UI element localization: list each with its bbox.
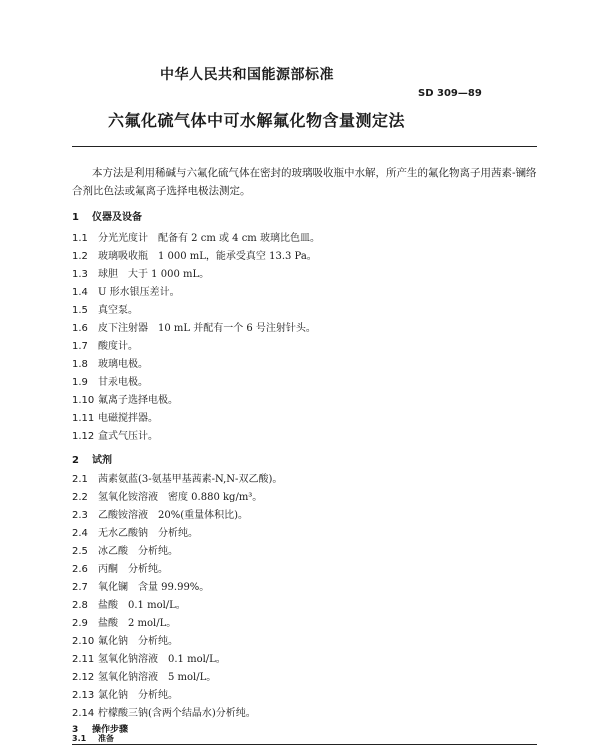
item-text: 氢氧化钠溶液 5 mol/L。 — [98, 672, 217, 683]
item-text: 乙酸铵溶液 20%(重量体积比)。 — [98, 510, 249, 521]
item-text: 氧化镧 含量 99.99%。 — [98, 582, 210, 593]
section-number: 2 — [72, 455, 79, 466]
list-item — [72, 704, 256, 719]
list-item — [72, 650, 226, 665]
item-text: 冰乙酸 分析纯。 — [98, 546, 178, 557]
item-text: 准备 — [98, 733, 114, 743]
list-item — [72, 542, 178, 557]
item-text: 甘汞电极。 — [98, 377, 148, 388]
list-item — [72, 470, 282, 485]
item-number: 1.2 — [72, 251, 88, 262]
item-text: 无水乙酸钠 分析纯。 — [98, 528, 198, 539]
item-number: 2.10 — [72, 636, 95, 647]
section-number: 3 — [72, 725, 79, 735]
item-text: 氢氧化钠溶液 0.1 mol/L。 — [98, 654, 226, 665]
list-item — [72, 391, 178, 406]
list-item — [72, 506, 248, 521]
item-text: 分光光度计 配备有 2 cm 或 4 cm 玻璃比色皿。 — [98, 233, 320, 244]
item-number: 2.1 — [72, 474, 88, 485]
item-text: 丙酮 分析纯。 — [98, 564, 168, 575]
list-item — [72, 488, 262, 503]
list-item — [72, 668, 216, 683]
item-text: 盒式气压计。 — [98, 431, 158, 442]
item-number: 2.7 — [72, 582, 88, 593]
item-number: 1.3 — [72, 269, 88, 280]
item-number: 1.12 — [72, 431, 95, 442]
item-number: 2.3 — [72, 510, 88, 521]
item-text: U 形水银压差计。 — [98, 287, 180, 298]
section-heading-2 — [72, 451, 112, 466]
intro-paragraph: 本方法是利用稀碱与六氟化硫气体在密封的玻璃吸收瓶中水解，所产生的氟化物离子用茜素-镧络合剂比色法或氟离子选择电极法测定。 — [72, 167, 537, 197]
item-text: 氟化钠 分析纯。 — [98, 636, 178, 647]
item-text: 柠檬酸三钠(含两个结晶水)分析纯。 — [98, 708, 256, 719]
item-number: 2.6 — [72, 564, 88, 575]
item-number: 1.4 — [72, 287, 88, 298]
list-item — [72, 355, 148, 370]
item-text: 皮下注射器 10 mL 并配有一个 6 号注射针头。 — [98, 323, 316, 334]
list-item — [72, 265, 209, 280]
item-number: 3.1 — [72, 734, 87, 743]
item-text: 玻璃吸收瓶 1 000 mL，能承受真空 13.3 Pa。 — [98, 251, 317, 262]
item-number: 2.11 — [72, 654, 95, 665]
section-number: 1 — [72, 212, 79, 223]
item-number: 2.9 — [72, 618, 88, 629]
item-number: 2.4 — [72, 528, 88, 539]
item-number: 2.5 — [72, 546, 88, 557]
item-text: 氯化钠 分析纯。 — [98, 690, 178, 701]
section-title: 试剂 — [92, 455, 112, 466]
list-item — [72, 578, 209, 593]
list-item — [72, 632, 178, 647]
list-item — [72, 301, 138, 316]
list-item — [72, 229, 320, 244]
section-title: 操作步骤 — [92, 725, 129, 735]
item-number: 2.14 — [72, 708, 95, 719]
item-number: 2.2 — [72, 492, 88, 503]
item-number: 2.13 — [72, 690, 95, 701]
item-number: 2.12 — [72, 672, 95, 683]
section-title: 仪器及设备 — [92, 212, 142, 223]
item-number: 2.8 — [72, 600, 88, 611]
item-number: 1.8 — [72, 359, 88, 370]
list-item — [72, 337, 138, 352]
item-number: 1.6 — [72, 323, 88, 334]
list-item — [72, 596, 186, 611]
item-text: 茜素氨蓝(3-氨基甲基茜素-N,N-双乙酸)。 — [98, 474, 283, 485]
item-text: 真空泵。 — [98, 305, 138, 316]
header-divider — [72, 146, 537, 147]
item-number: 1.5 — [72, 305, 88, 316]
list-item — [72, 686, 178, 701]
item-text: 盐酸 0.1 mol/L。 — [98, 600, 186, 611]
section-heading-1 — [72, 208, 142, 223]
item-text: 酸度计。 — [98, 341, 138, 352]
list-item — [72, 560, 168, 575]
list-item — [72, 373, 148, 388]
standard-issuer-title: 中华人民共和国能源部标准 — [160, 67, 334, 83]
item-number: 1.11 — [72, 413, 95, 424]
item-number: 1.10 — [72, 395, 95, 406]
item-text: 玻璃电极。 — [98, 359, 148, 370]
footer-divider — [72, 744, 537, 745]
item-number: 1.1 — [72, 233, 88, 244]
item-text: 氟离子选择电极。 — [98, 395, 178, 406]
document-title: 六氟化硫气体中可水解氟化物含量测定法 — [108, 111, 406, 130]
list-item — [72, 409, 158, 424]
item-text: 电磁搅拌器。 — [98, 413, 158, 424]
item-text: 球胆 大于 1 000 mL。 — [98, 269, 210, 280]
list-item — [72, 733, 114, 744]
list-item — [72, 614, 176, 629]
list-item — [72, 524, 198, 539]
list-item — [72, 283, 180, 298]
list-item — [72, 427, 158, 442]
item-text: 盐酸 2 mol/L。 — [98, 618, 177, 629]
standard-code: SD 309—89 — [418, 88, 482, 99]
item-number: 1.9 — [72, 377, 88, 388]
list-item — [72, 247, 317, 262]
item-number: 1.7 — [72, 341, 88, 352]
item-text: 氢氧化铵溶液 密度 0.880 kg/m³。 — [98, 492, 263, 503]
list-item — [72, 319, 316, 334]
